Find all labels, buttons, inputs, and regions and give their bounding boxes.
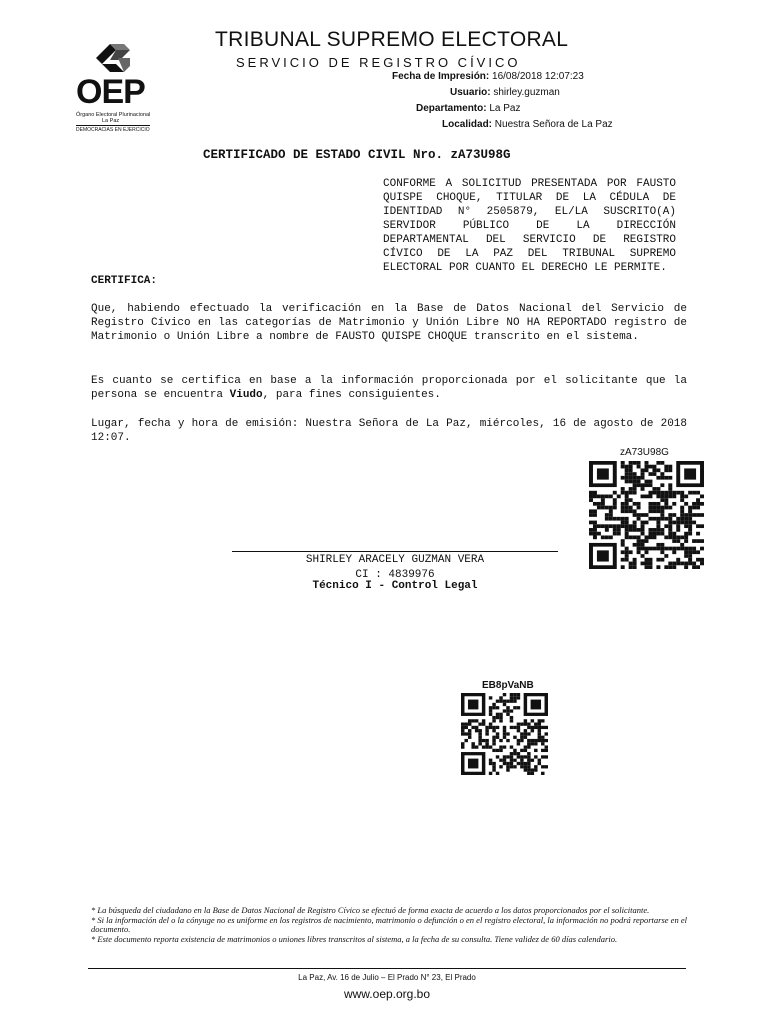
certifica-label: CERTIFICA: xyxy=(91,275,158,287)
print-date xyxy=(392,71,584,82)
footer-address: La Paz, Av. 16 de Julio – El Prado N° 23, El Prado xyxy=(298,973,476,982)
department-value: La Paz xyxy=(489,103,521,114)
print-date-value: 16/08/2018 12:07:23 xyxy=(492,71,584,82)
footnote: * Este documento reporta existencia de matrimonios o uniones libres transcritos al sistema, a la fecha de su consulta. Tiene validez de 60 días calendario. xyxy=(91,933,618,944)
footnote: * La búsqueda del ciudadano en la Base de Datos Nacional de Registro Cívico se efectuó de forma exacta de acuerdo a los datos proporcionados por el solicitante. xyxy=(91,905,650,915)
locality-value: Nuestra Señora de La Paz xyxy=(494,119,613,130)
signature-line xyxy=(232,551,558,552)
signer-name: SHIRLEY ARACELY GUZMAN VERA xyxy=(305,554,485,566)
qr-code-label: zA73U98G xyxy=(620,447,669,458)
issue-place-date: Lugar, fecha y hora de emisión: Nuestra Señora de La Paz, miércoles, 16 de agosto de 2018 12:07. xyxy=(91,418,687,444)
org-subtitle: SERVICIO DE REGISTRO CÍVICO xyxy=(236,55,521,70)
verification-code: EB8pVaNB xyxy=(482,680,534,691)
user xyxy=(450,87,560,98)
logo-wordmark: OEP xyxy=(76,73,145,111)
locality-label: Localidad: xyxy=(442,119,493,130)
oep-logo xyxy=(66,40,176,132)
request-text: CONFORME A SOLICITUD PRESENTADA POR FAUSTO QUISPE CHOQUE, TITULAR DE LA CÉDULA DE IDENTIDAD N° 2505879, EL/LA SUSCRITO(A) SERVIDOR PÚBLICO DE LA DIRECCIÓN DEPARTAMENTAL DEL SERVICIO DE REGISTRO CÍVICO DE LA PAZ DEL TRIBUNAL SUPREMO ELECTORAL POR CUANTO EL DERECHO LE PERMITE. xyxy=(383,178,676,274)
qr-code-icon xyxy=(589,461,704,569)
logo-location: La Paz xyxy=(102,118,120,124)
certificate-title: CERTIFICADO DE ESTADO CIVIL Nro. zA73U98G xyxy=(203,148,511,162)
certification-paragraph: Que, habiendo efectuado la verificación en la Base de Datos Nacional del Servicio de Registro Cívico en las categorías de Matrimonio y Unión Libre NO HA REPORTADO registro de Matrimonio o Unión Libre a nombre de FAUSTO QUISPE CHOQUE transcrito en el sistema. xyxy=(91,303,687,343)
logo-slogan: DEMOCRACIAS EN EJERCICIO xyxy=(76,127,150,133)
department xyxy=(416,103,521,114)
footer-website: www.oep.org.bo xyxy=(343,987,431,1001)
civil-status: Viudo xyxy=(229,389,263,401)
locality xyxy=(442,119,613,130)
status-paragraph-start: Es cuanto se certifica en base a la información proporcionada por el solicitante que la persona se encuentra xyxy=(91,375,687,401)
status-paragraph xyxy=(91,374,687,402)
user-value: shirley.guzman xyxy=(493,87,560,98)
logo-org-name: Órgano Electoral Plurinacional xyxy=(76,112,151,118)
print-date-label: Fecha de Impresión: xyxy=(392,71,490,82)
footnote: * Si la información del o la cónyuge no es uniforme en los registros de nacimiento, matrimonio o defunción o en el registro electoral, la información no podrá reportarse en el documento. xyxy=(91,914,687,934)
department-label: Departamento: xyxy=(416,103,487,114)
status-paragraph-end: , para fines consiguientes. xyxy=(262,389,441,401)
org-title: TRIBUNAL SUPREMO ELECTORAL xyxy=(215,28,569,51)
verification-qr-icon xyxy=(461,693,548,775)
footer-divider xyxy=(88,968,686,969)
user-label: Usuario: xyxy=(450,87,491,98)
footnotes xyxy=(91,906,687,944)
signer-role: Técnico I - Control Legal xyxy=(312,580,478,592)
signer-id: CI : 4839976 xyxy=(355,569,435,581)
